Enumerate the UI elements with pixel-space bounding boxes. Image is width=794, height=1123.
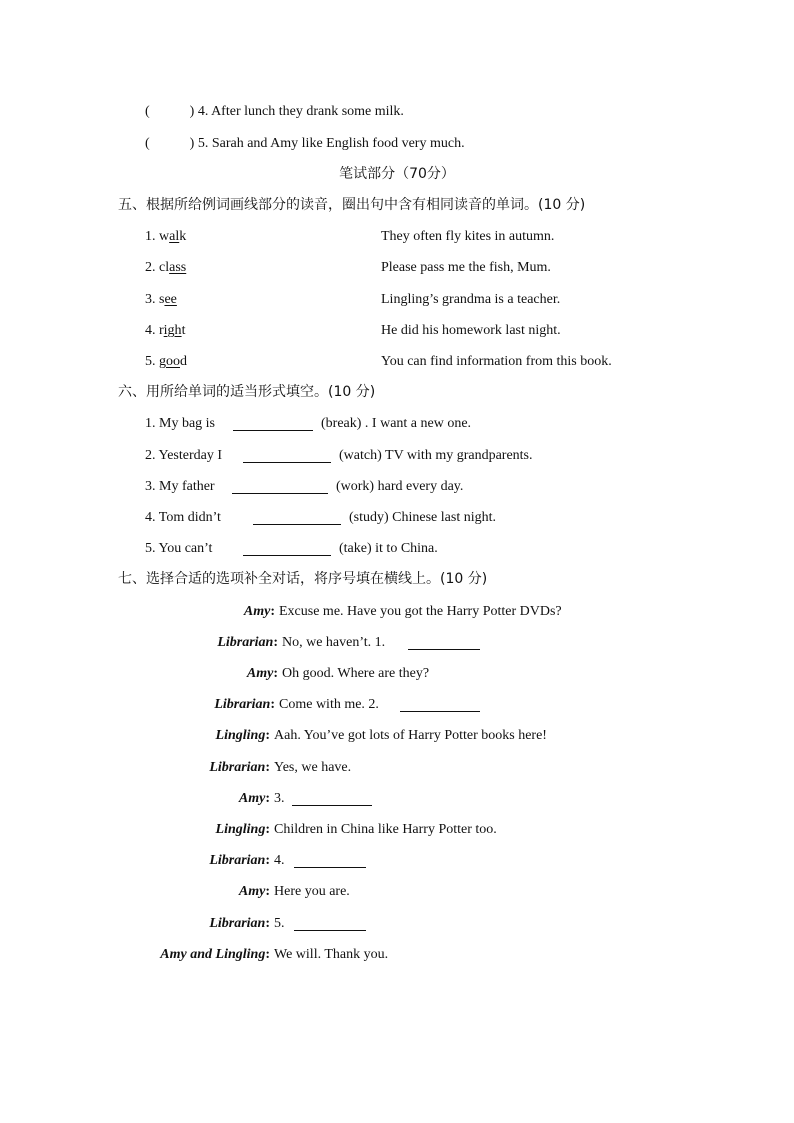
- underlined-part: igh: [163, 323, 182, 338]
- example-word: [145, 323, 185, 338]
- fill-item-prefix: 4. Tom didn’t: [145, 510, 221, 525]
- speaker-label: Lingling: [215, 728, 266, 743]
- phonics-sentence: They often fly kites in autumn.: [381, 229, 555, 244]
- speaker-colon: :: [270, 697, 275, 712]
- speaker-name: [247, 665, 278, 683]
- answer-blank[interactable]: [294, 853, 366, 868]
- word-part: k: [179, 229, 187, 244]
- fill-item-prefix: 1. My bag is: [145, 416, 215, 431]
- speaker-label: Librarian: [209, 760, 266, 775]
- item-number: 3.: [145, 292, 159, 307]
- fill-item-prefix: 2. Yesterday I: [145, 448, 222, 463]
- answer-blank[interactable]: [243, 448, 331, 463]
- phonics-sentence: Lingling’s grandma is a teacher.: [381, 292, 561, 307]
- fill-item-rest: [321, 415, 471, 433]
- dialogue-line: Children in China like Harry Potter too.: [274, 822, 497, 837]
- fill-item-prefix: 3. My father: [145, 479, 215, 494]
- speaker-colon: :: [265, 947, 270, 962]
- section-5-heading: 五、根据所给例词画线部分的读音，圈出句中含有相同读音的单词。(10 分): [118, 197, 586, 213]
- underlined-part: ass: [169, 260, 187, 275]
- word-hint: (take): [339, 541, 372, 556]
- speaker-label: Librarian: [214, 697, 271, 712]
- dialogue-line: Here you are.: [274, 884, 350, 899]
- speaker-label: Librarian: [217, 635, 274, 650]
- speaker-colon: :: [270, 604, 275, 619]
- dialogue-line: Yes, we have.: [274, 760, 352, 775]
- fill-item-rest: [339, 540, 438, 558]
- fill-item-suffix: Chinese last night.: [392, 510, 496, 525]
- listening-item-5: [145, 135, 465, 153]
- item-number: 4.: [145, 323, 159, 338]
- underlined-part: ee: [164, 292, 177, 307]
- fill-item-rest: [336, 478, 463, 496]
- dialogue-line: Come with me. 2.: [279, 697, 379, 712]
- speaker-label: Lingling: [215, 822, 266, 837]
- fill-item-suffix: hard every day.: [377, 479, 464, 494]
- fill-item-rest: [339, 447, 533, 465]
- listening-item-text: 4. After lunch they drank some milk.: [197, 104, 404, 119]
- speaker-name: [217, 634, 278, 652]
- fill-item-suffix: it to China.: [375, 541, 438, 556]
- dialogue-line: Oh good. Where are they?: [282, 666, 430, 681]
- section-6-heading: 六、用所给单词的适当形式填空。(10 分): [118, 384, 376, 400]
- phonics-sentence: Please pass me the fish, Mum.: [381, 260, 551, 275]
- fill-item-prefix: 5. You can’t: [145, 541, 213, 556]
- word-part: r: [159, 323, 164, 338]
- section-7-heading: 七、选择合适的选项补全对话，将序号填在横线上。(10 分): [118, 571, 488, 587]
- phonics-row: [145, 353, 187, 371]
- listening-item-4: [145, 103, 404, 121]
- speaker-name: [244, 603, 275, 621]
- speaker-colon: :: [265, 916, 270, 931]
- fill-item-suffix: TV with my grandparents.: [385, 448, 533, 463]
- dialogue-line: 4.: [274, 853, 285, 868]
- dialogue-line: Excuse me. Have you got the Harry Potter DVDs?: [279, 604, 562, 619]
- word-part: d: [180, 354, 187, 369]
- fill-item-rest: [349, 509, 496, 527]
- word-part: t: [181, 323, 186, 338]
- phonics-sentence: You can find information from this book.: [381, 354, 612, 369]
- example-word: [145, 354, 187, 369]
- speaker-colon: :: [265, 853, 270, 868]
- answer-blank[interactable]: [253, 510, 341, 525]
- phonics-sentence: He did his homework last night.: [381, 323, 561, 338]
- answer-paren-close: ): [189, 104, 195, 119]
- answer-paren-open: (: [145, 104, 150, 119]
- speaker-colon: :: [265, 884, 270, 899]
- speaker-label: Librarian: [209, 916, 266, 931]
- dialogue-line: No, we haven’t. 1.: [282, 635, 386, 650]
- speaker-colon: :: [273, 666, 278, 681]
- speaker-colon: :: [265, 791, 270, 806]
- fill-item-suffix: . I want a new one.: [364, 416, 472, 431]
- speaker-label: Amy and Lingling: [160, 947, 266, 962]
- speaker-label: Amy: [238, 884, 266, 899]
- speaker-label: Amy: [243, 604, 271, 619]
- dialogue-line: 3.: [274, 791, 285, 806]
- answer-paren-close: ): [189, 136, 195, 151]
- speaker-name: [209, 852, 270, 870]
- answer-blank[interactable]: [232, 479, 328, 494]
- item-number: 5.: [145, 354, 159, 369]
- answer-blank[interactable]: [408, 635, 480, 650]
- phonics-row: [145, 322, 185, 340]
- answer-blank[interactable]: [294, 916, 366, 931]
- word-part: s: [159, 292, 165, 307]
- written-part-title: 笔试部分（70分）: [339, 166, 455, 182]
- phonics-row: [145, 228, 186, 246]
- phonics-row: [145, 291, 177, 309]
- example-word: [145, 260, 186, 275]
- word-hint: (watch): [339, 448, 382, 463]
- speaker-colon: :: [265, 728, 270, 743]
- speaker-name: [239, 790, 270, 808]
- example-word: [145, 292, 177, 307]
- dialogue-line: 5.: [274, 916, 285, 931]
- phonics-row: [145, 259, 186, 277]
- listening-item-text: 5. Sarah and Amy like English food very much.: [197, 136, 465, 151]
- speaker-label: Librarian: [209, 853, 266, 868]
- answer-blank[interactable]: [292, 791, 372, 806]
- speaker-label: Amy: [246, 666, 274, 681]
- item-number: 1.: [145, 229, 159, 244]
- word-hint: (break): [321, 416, 362, 431]
- word-hint: (work): [336, 479, 375, 494]
- speaker-name: [160, 946, 270, 964]
- dialogue-line: Aah. You’ve got lots of Harry Potter books here!: [274, 728, 547, 743]
- example-word: [145, 229, 186, 244]
- speaker-name: [209, 915, 270, 933]
- underlined-part: al: [169, 229, 180, 244]
- speaker-colon: :: [265, 760, 270, 775]
- speaker-colon: :: [265, 822, 270, 837]
- answer-blank[interactable]: [233, 416, 313, 431]
- speaker-name: [239, 883, 270, 901]
- speaker-name: [209, 759, 270, 777]
- item-number: 2.: [145, 260, 159, 275]
- word-hint: (study): [349, 510, 389, 525]
- speaker-name: [216, 821, 270, 839]
- answer-blank[interactable]: [243, 541, 331, 556]
- dialogue-line: We will. Thank you.: [274, 947, 389, 962]
- speaker-colon: :: [273, 635, 278, 650]
- speaker-name: [216, 727, 270, 745]
- underlined-part: oo: [166, 354, 180, 369]
- answer-blank[interactable]: [400, 697, 480, 712]
- answer-paren-open: (: [145, 136, 150, 151]
- speaker-label: Amy: [238, 791, 266, 806]
- word-part: g: [159, 354, 166, 369]
- word-part: w: [159, 229, 170, 244]
- speaker-name: [214, 696, 275, 714]
- word-part: cl: [159, 260, 170, 275]
